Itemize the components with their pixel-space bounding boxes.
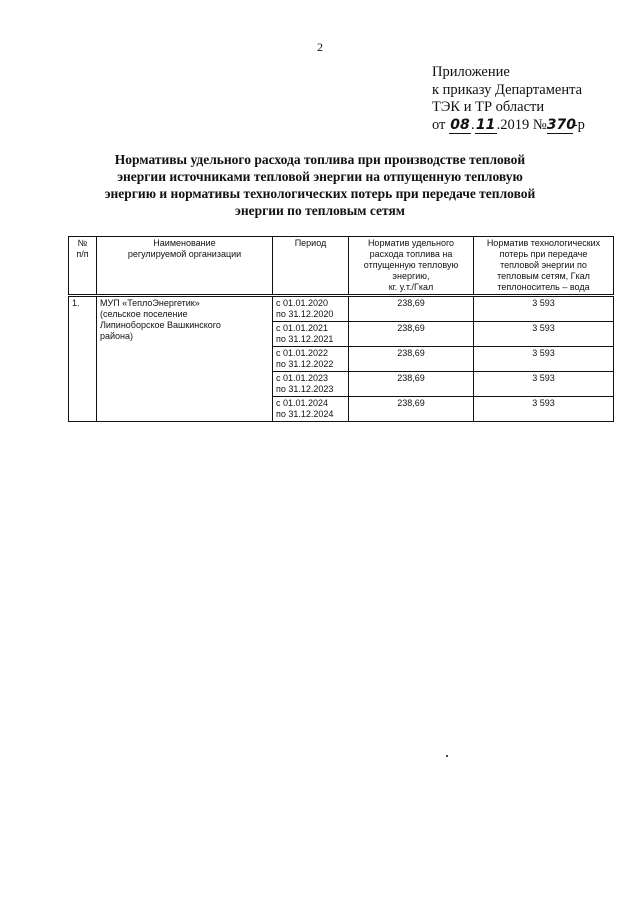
appendix-header [432,64,585,134]
period-cell: с 01.01.2021 по 31.12.2021 [273,322,349,347]
fuel-norm-cell: 238,69 [349,347,474,372]
norms-table [68,236,614,422]
document-title: Нормативы удельного расхода топлива при производстве тепловой энергии источниками тепловой энергии на отпущенную тепловую энергию и нормативы технологических потерь при передаче тепловой энергии по тепловым сетям [104,152,536,218]
fuel-norm-cell: 238,69 [349,322,474,347]
header-organization: Наименование регулируемой организации [97,237,273,296]
entry-number: 1. [69,296,97,422]
loss-norm-cell: 3 593 [474,347,614,372]
fuel-norm-cell: 238,69 [349,397,474,422]
period-cell: с 01.01.2022 по 31.12.2022 [273,347,349,372]
handwritten-order-number: 370 [546,116,576,133]
loss-norm-cell: 3 593 [474,397,614,422]
header-fuel-norm: Норматив удельного расхода топлива на отпущенную тепловую энергию, кг. у.т./Гкал [349,237,474,296]
fuel-norm-cell: 238,69 [349,296,474,322]
handwritten-day: 08 [450,116,470,133]
period-cell: с 01.01.2023 по 31.12.2023 [273,372,349,397]
appendix-label: Приложение [432,64,510,80]
table-header-row [69,237,614,296]
appendix-department: ТЭК и ТР области [432,99,545,115]
period-cell: с 01.01.2024 по 31.12.2024 [273,397,349,422]
table-row [69,296,614,322]
date-separator: . [471,116,475,133]
stray-mark [446,755,448,757]
date-prefix: от [432,116,446,133]
date-year: .2019 № [496,116,547,133]
appendix-date-number [432,117,585,135]
loss-norm-cell: 3 593 [474,322,614,347]
page-number: 2 [317,40,323,54]
entry-organization: МУП «ТеплоЭнергетик» (сельское поселение Липиноборское Вашкинского района) [97,296,273,422]
loss-norm-cell: 3 593 [474,372,614,397]
header-num: № п/п [69,237,97,296]
handwritten-month: 11 [475,116,496,133]
header-period: Период [273,237,349,296]
loss-norm-cell: 3 593 [474,296,614,322]
header-loss-norm: Норматив технологических потерь при передаче тепловой энергии по тепловым сетям, Гкал теплоноситель – вода [474,237,614,296]
appendix-order-ref: к приказу Департамента [432,81,583,98]
period-cell: с 01.01.2020 по 31.12.2020 [273,296,349,322]
fuel-norm-cell: 238,69 [349,372,474,397]
order-suffix: -р [572,116,585,133]
